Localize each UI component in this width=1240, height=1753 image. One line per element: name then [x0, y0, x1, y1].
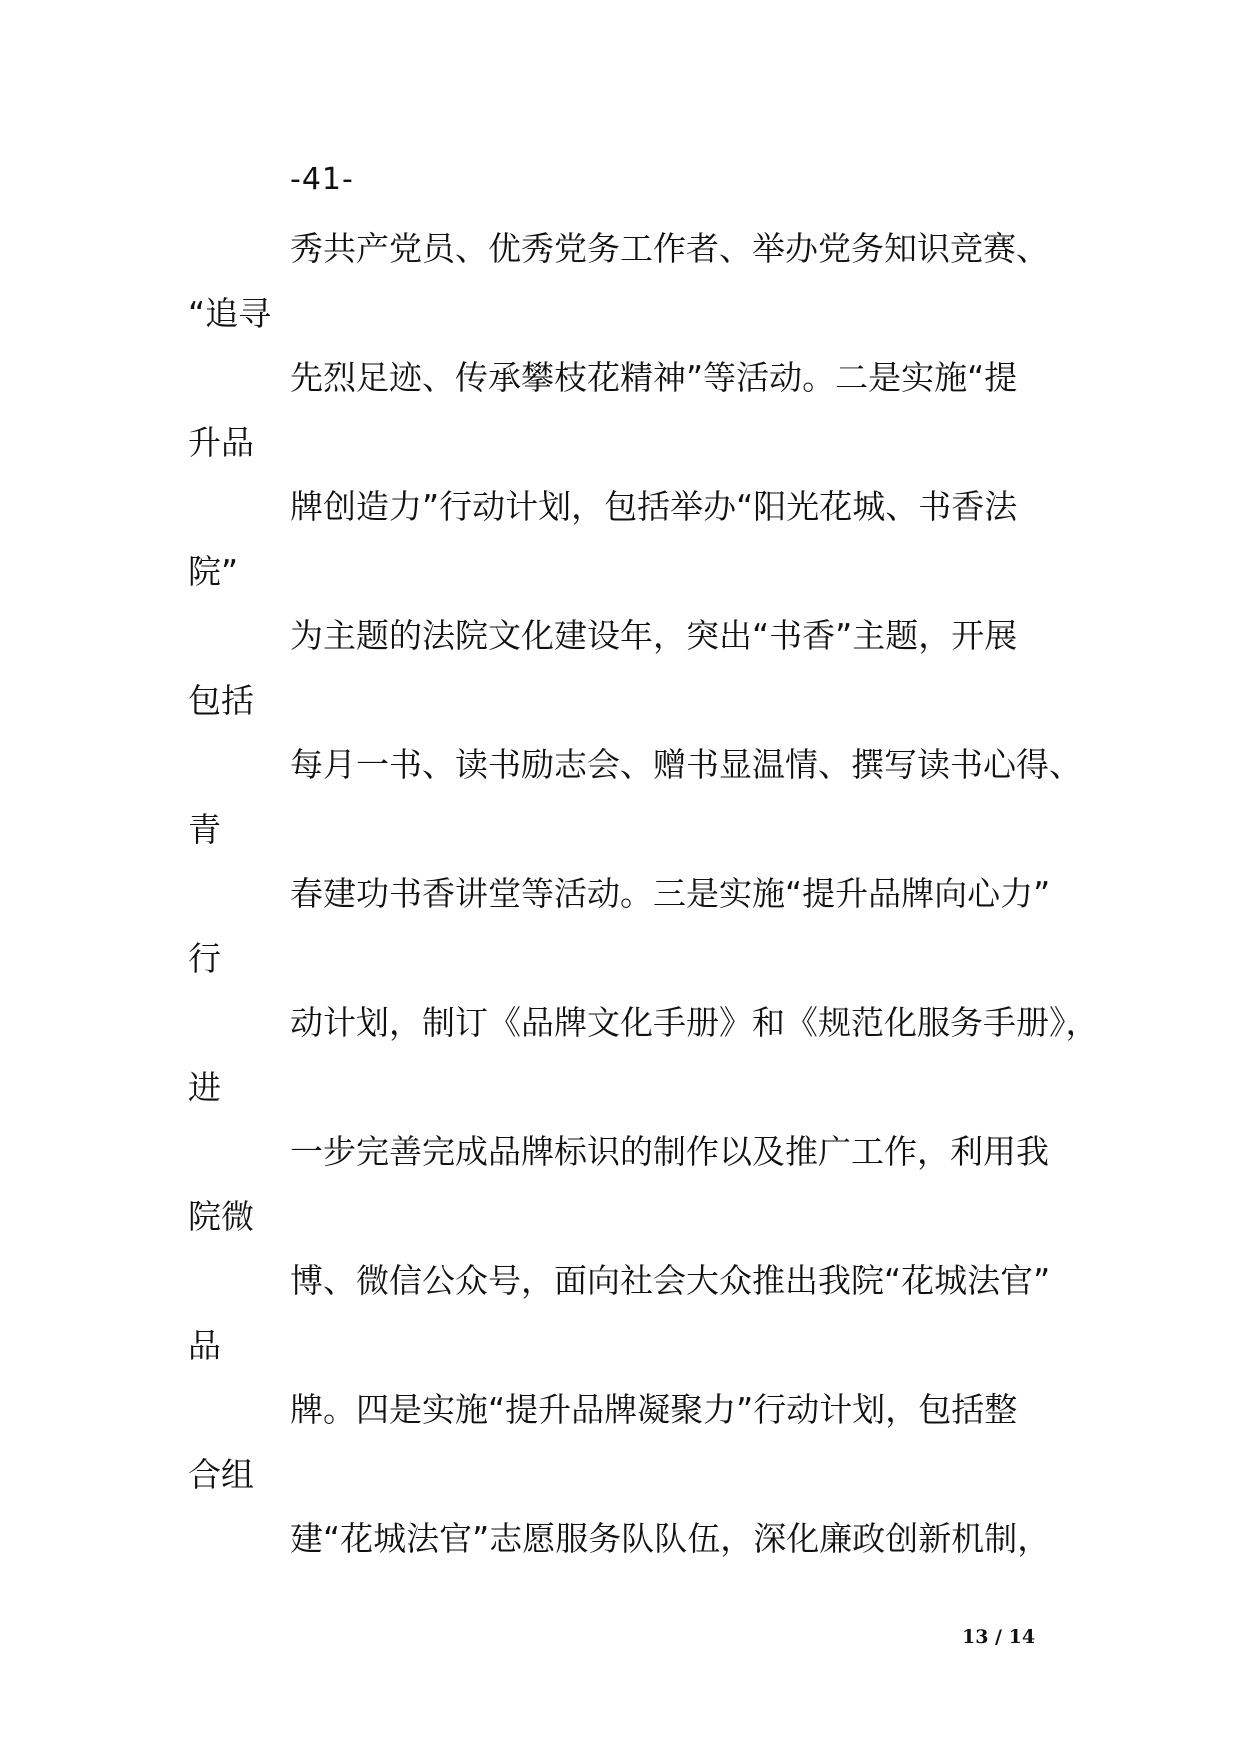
text-line: 牌创造力”行动计划，包括举办“阳光花城、书香法 [290, 487, 1018, 526]
text-line: 秀共产党员、优秀党务工作者、举办党务知识竞赛、 [290, 229, 1049, 268]
text-line: 进 [188, 1068, 221, 1107]
text-line: 院” [188, 552, 239, 591]
text-line: 动计划，制订《品牌文化手册》和《规范化服务手册》， [290, 1003, 1099, 1042]
text-line: 升品 [188, 423, 254, 462]
text-line: 品 [188, 1326, 221, 1365]
text-line: 每月一书、读书励志会、赠书显温情、撰写读书心得、 [290, 745, 1082, 784]
text-line: “追寻 [188, 294, 272, 333]
text-line: 先烈足迹、传承攀枝花精神”等活动。二是实施“提 [290, 358, 1018, 397]
page-number: 13 / 14 [962, 1626, 1036, 1648]
text-line: 青 [188, 810, 221, 849]
text-line: 一步完善完成品牌标识的制作以及推广工作，利用我 [290, 1132, 1049, 1171]
text-line: 包括 [188, 681, 254, 720]
text-line: 博、微信公众号，面向社会大众推出我院“花城法官” [290, 1261, 1051, 1300]
text-line: 院微 [188, 1197, 254, 1236]
text-line: 行 [188, 939, 221, 978]
text-line: 合组 [188, 1455, 254, 1494]
text-line: 牌。四是实施“提升品牌凝聚力”行动计划，包括整 [290, 1390, 1018, 1429]
text-line: 建“花城法官”志愿服务队队伍，深化廉政创新机制， [290, 1519, 1051, 1558]
text-line: 为主题的法院文化建设年，突出“书香”主题，开展 [290, 616, 1018, 655]
text-line: 春建功书香讲堂等活动。三是实施“提升品牌向心力” [290, 874, 1051, 913]
page-marker: -41- [290, 162, 354, 197]
